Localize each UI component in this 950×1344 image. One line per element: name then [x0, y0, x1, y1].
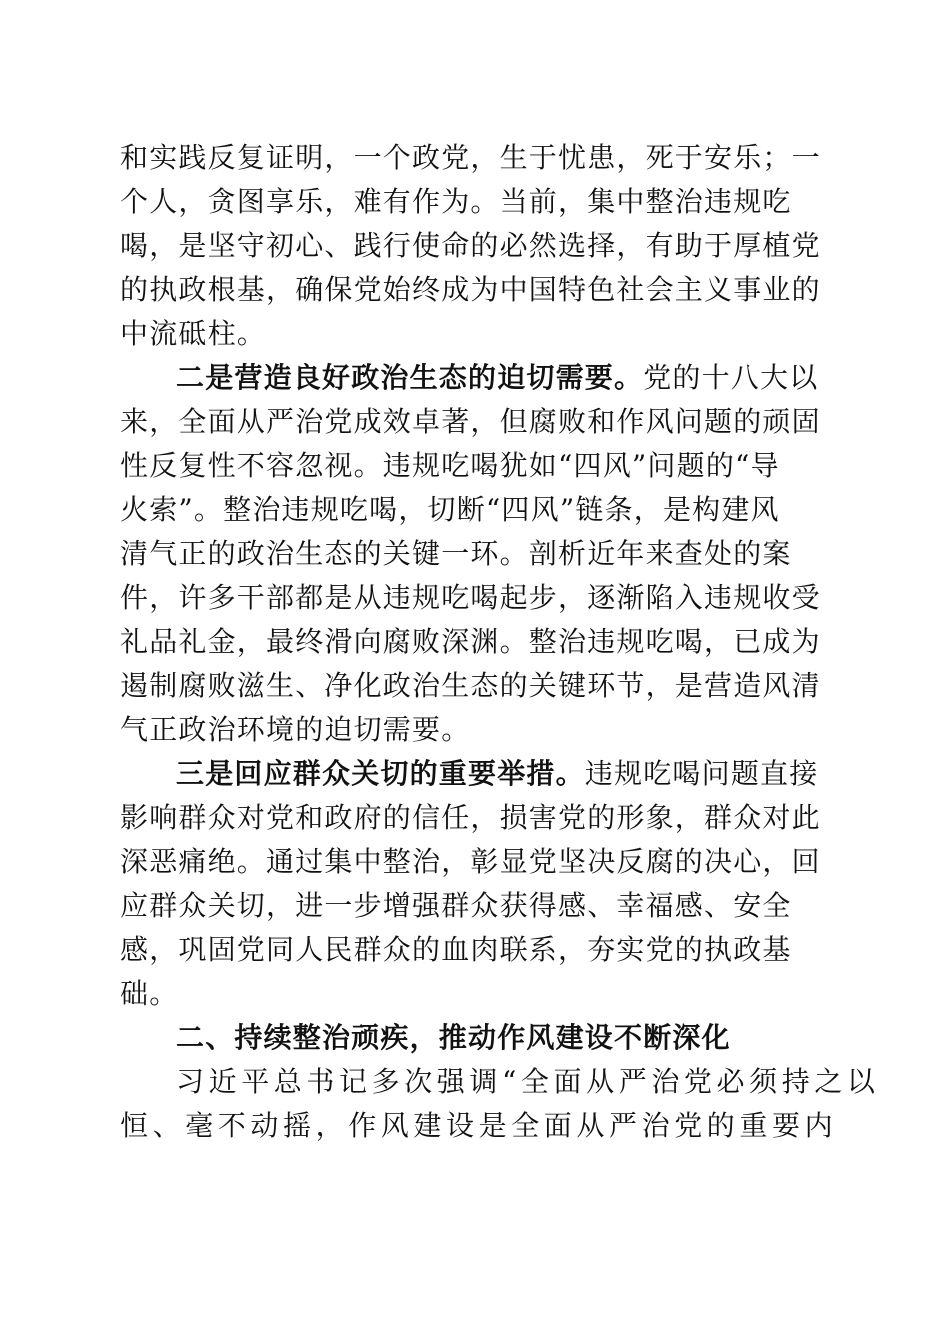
body-text-line: 础。: [120, 977, 179, 1010]
paragraph-lead-rest: 违规吃喝问题直接: [584, 757, 819, 790]
body-text-line: 气正政治环境的迫切需要。: [120, 713, 471, 746]
body-text-line: 感，巩固党同人民群众的血肉联系，夯实党的执政基: [120, 933, 792, 966]
body-text-line: 性反复性不容忽视。违规吃喝犹如“四风”问题的“导: [120, 449, 780, 482]
body-text-line: 影响群众对党和政府的信任，损害党的形象，群众对此: [120, 801, 821, 834]
body-text-line: 恒、毫不动摇，作风建设是全面从严治党的重要内: [120, 1109, 838, 1142]
body-text-line: 来，全面从严治党成效卓著，但腐败和作风问题的顽固: [120, 405, 821, 438]
paragraph-lead-rest: 党的十八大以: [643, 361, 819, 394]
body-text-line: 喝，是坚守初心、践行使命的必然选择，有助于厚植党: [120, 229, 821, 262]
body-text-line: 中流砥柱。: [120, 317, 267, 350]
body-text-line: 火索”。整治违规吃喝，切断“四风”链条，是构建风: [120, 493, 780, 526]
body-text-line: 深恶痛绝。通过集中整治，彰显党坚决反腐的决心，回: [120, 845, 821, 878]
paragraph-lead-line: [176, 752, 818, 796]
body-text-line: 和实践反复证明，一个政党，生于忧患，死于安乐；一: [120, 141, 821, 174]
paragraph-lead-line: [176, 356, 818, 400]
body-text-line: 习近平总书记多次强调“全面从严治党必须持之以: [176, 1065, 880, 1098]
body-text-line: 遏制腐败滋生、净化政治生态的关键环节，是营造风清: [120, 669, 821, 702]
body-text-line: 个人，贪图享乐，难有作为。当前，集中整治违规吃: [120, 185, 792, 218]
section-heading: 二、持续整治顽疾，推动作风建设不断深化: [176, 1021, 731, 1054]
body-text-line: 应群众关切，进一步增强群众获得感、幸福感、安全: [120, 889, 792, 922]
body-text-line: 的执政根基，确保党始终成为中国特色社会主义事业的: [120, 273, 821, 306]
body-text-line: 件，许多干部都是从违规吃喝起步，逐渐陷入违规收受: [120, 581, 821, 614]
body-text-line: 清气正的政治生态的关键一环。剖析近年来查处的案: [120, 537, 792, 570]
paragraph-lead-bold: 二是营造良好政治生态的迫切需要。: [176, 361, 644, 394]
paragraph-lead-bold: 三是回应群众关切的重要举措。: [176, 757, 585, 790]
body-text-line: 礼品礼金，最终滑向腐败深渊。整治违规吃喝，已成为: [120, 625, 821, 658]
